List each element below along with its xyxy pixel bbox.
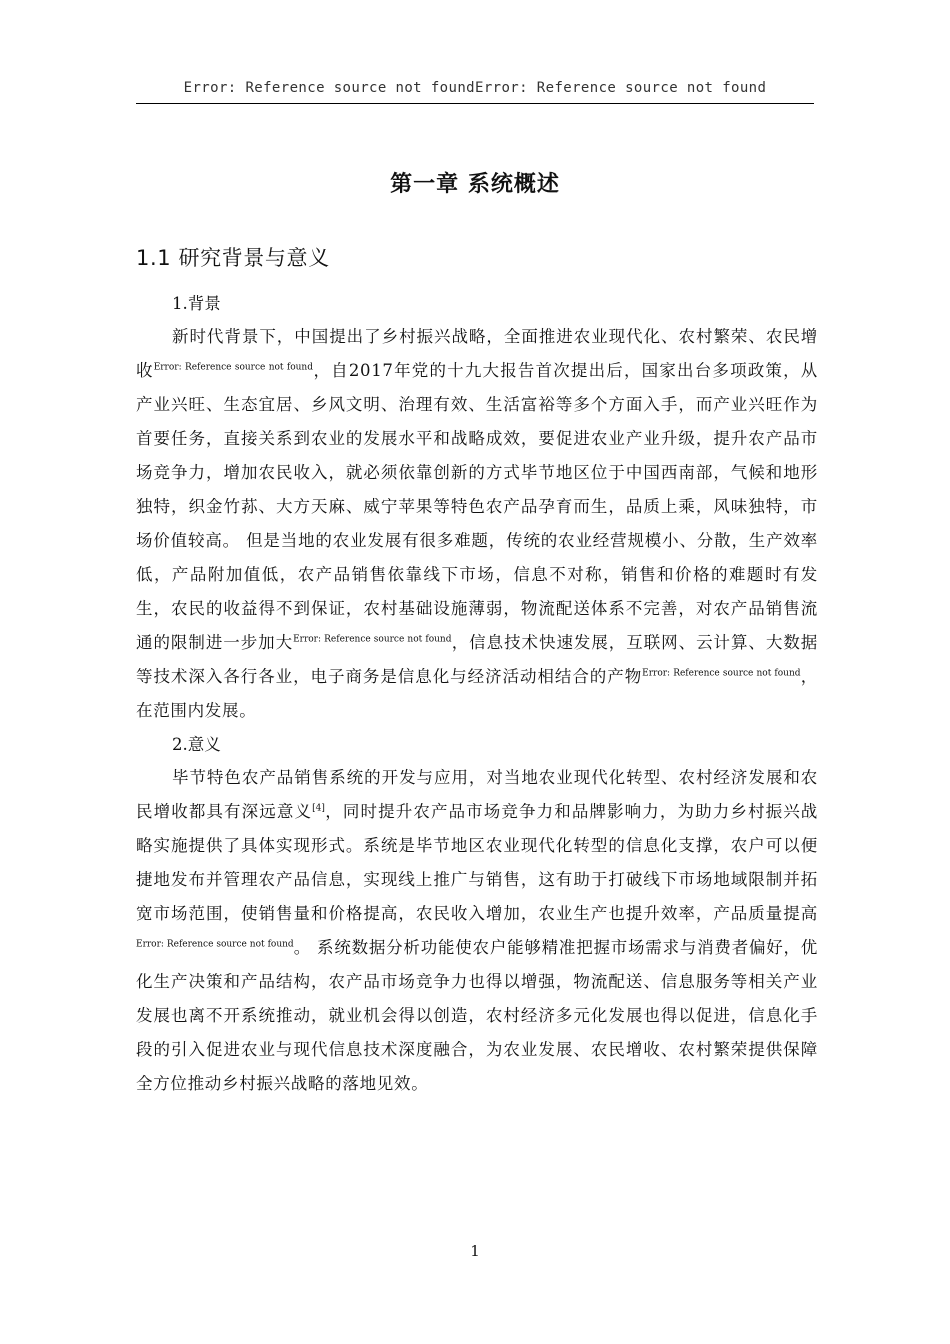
background-heading: 1.背景	[172, 294, 221, 313]
header-rule	[136, 103, 814, 104]
page-number: 1	[470, 1242, 480, 1260]
significance-text-3: 。 系统数据分析功能使农户能够精准把握市场需求与消费者偏好，优化生产决策和产品结构，农产品市场竞争力也得以增强，物流配送、信息服务等相关产业发展也离不开系统推动，就业机会得以创造，农村经济多元化发展也得以促进，信息化手段的引入促进农业与现代信息技术深度融合，为农业发展、农民增收、农村繁荣提供保障全方位推动乡村振兴战略的落地见效。	[136, 938, 818, 1093]
chapter-title: 第一章 系统概述	[390, 172, 560, 197]
significance-text-2: ，同时提升农产品市场竞争力和品牌影响力，为助力乡村振兴战略实施提供了具体实现形式。系统是毕节地区农业现代化转型的信息化支撑，农户可以便捷地发布并管理农产品信息，实现线上推广与销售，这有助于打破线下市场地域限制并拓宽市场范围，使销售量和价格提高，农民收入增加，农业生产也提升效率，产品质量提高	[136, 802, 818, 923]
reference-error-marker: Error: Reference source not found	[136, 939, 294, 950]
background-text-1: 新时代背景下，中国提出了乡村振兴战略，全面推进农业现代化、农村繁荣、农民增收	[136, 327, 818, 380]
reference-error-marker: Error: Reference source not found	[642, 668, 801, 679]
section-title: 1.1 研究背景与意义	[136, 246, 330, 270]
reference-error-marker: Error: Reference source not found	[153, 362, 313, 373]
reference-error-marker: Error: Reference source not found	[293, 634, 452, 645]
background-text-2: ，自2017年党的十九大报告首次提出后，国家出台多项政策，从产业兴旺、生态宜居、乡风文明、治理有效、生活富裕等多个方面入手，而产业兴旺作为首要任务，直接关系到农业的发展水平和战略成效，要促进农业产业升级，提升农产品市场竞争力，增加农民收入，就必须依靠创新的方式毕节地区位于中国西南部，气候和地形独特，织金竹荪、大方天麻、威宁苹果等特色农产品孕育而生，品质上乘，风味独特，市场价值较高。 但是当地的农业发展有很多难题，传统的农业经营规模小、分散，生产效率低，产品附加值低，农产品销售依靠线下市场，信息不对称，销售和价格的难题时有发生，农民的收益得不到保证，农村基础设施薄弱，物流配送体系不完善，对农产品销售流通的限制进一步加大	[136, 361, 819, 652]
background-paragraph	[136, 320, 818, 728]
background-text-4: ，在范围内发展。	[136, 667, 818, 720]
significance-text-1: 毕节特色农产品销售系统的开发与应用，对当地农业现代化转型、农村经济发展和农民增收都具有深远意义	[136, 768, 818, 821]
citation-marker: [4]	[312, 803, 325, 814]
significance-heading: 2.意义	[172, 735, 221, 754]
body-text	[136, 287, 818, 1101]
background-text-3: ，信息技术快速发展，互联网、云计算、大数据等技术深入各行各业，电子商务是信息化与经济活动相结合的产物	[136, 633, 818, 686]
running-header: Error: Reference source not foundError: Reference source not found	[183, 80, 767, 96]
significance-paragraph	[136, 761, 818, 1101]
